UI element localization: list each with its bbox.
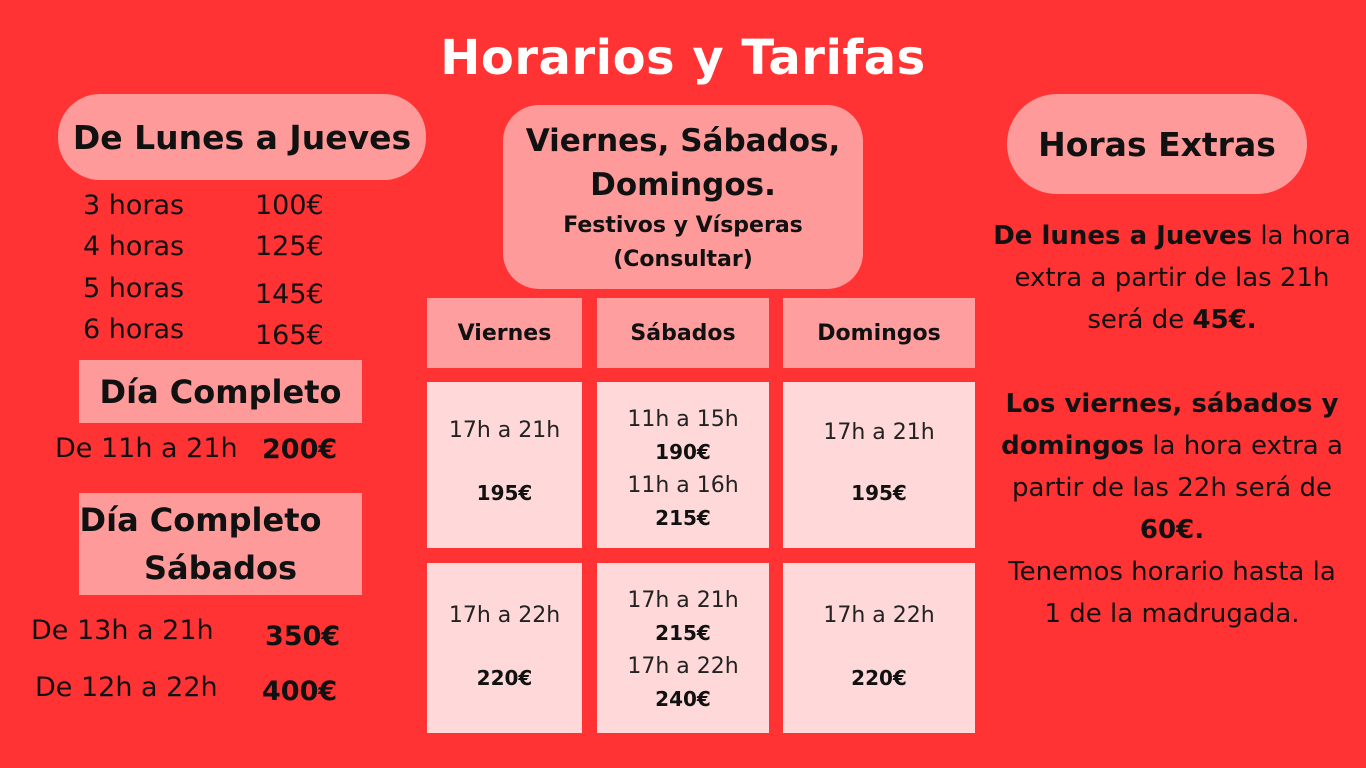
cell-time: 17h a 21h — [448, 418, 561, 443]
weekend-header — [503, 105, 863, 289]
extra-hours-header: Horas Extras — [1007, 94, 1307, 194]
extra-weekend-line3: partir de las 22h será de — [1012, 473, 1332, 503]
rate-price: 165€ — [255, 320, 324, 351]
cell-time: 17h a 21h — [627, 588, 739, 613]
extra-hours-weekday-text — [990, 215, 1354, 341]
saturday-range: De 12h a 22h — [35, 672, 218, 703]
cell-time: 17h a 22h — [448, 603, 561, 628]
cell-time: 11h a 16h — [627, 473, 739, 498]
cell-time: 17h a 22h — [627, 654, 739, 679]
weekend-header-sub1: Festivos y Vísperas — [563, 213, 803, 238]
cell-price: 215€ — [655, 506, 711, 530]
rate-price: 100€ — [255, 190, 324, 221]
cell-sabados-row2 — [597, 563, 769, 733]
page-title: Horarios y Tarifas — [440, 30, 926, 86]
extra-weekday-line2: extra a partir de las 21h — [1014, 263, 1330, 293]
column-header-sabados: Sábados — [597, 298, 769, 368]
saturday-price: 350€ — [265, 621, 341, 652]
extra-weekend-rest: la hora extra a — [1144, 431, 1343, 461]
weekend-header-sub2: (Consultar) — [613, 247, 753, 272]
extra-hours-weekend-text — [990, 383, 1354, 635]
full-day-saturday-header — [79, 493, 362, 595]
full-day-header: Día Completo — [79, 360, 362, 423]
weekday-header: De Lunes a Jueves — [58, 94, 426, 180]
cell-price: 190€ — [655, 440, 711, 464]
full-day-saturday-line2: Sábados — [143, 549, 298, 587]
cell-price: 240€ — [655, 687, 711, 711]
cell-time: 17h a 21h — [823, 420, 935, 445]
rate-price: 145€ — [255, 279, 324, 310]
cell-time: 17h a 22h — [823, 603, 935, 628]
extra-weekday-rest: la hora — [1252, 221, 1351, 251]
cell-domingos-row1 — [783, 382, 975, 548]
weekend-header-line1: Viernes, Sábados, — [525, 123, 841, 159]
cell-price: 220€ — [476, 666, 533, 690]
cell-sabados-row1 — [597, 382, 769, 548]
cell-price: 215€ — [655, 621, 711, 645]
cell-price: 220€ — [851, 666, 907, 690]
cell-price: 195€ — [476, 481, 533, 505]
extra-weekend-price: 60€. — [1139, 515, 1205, 545]
cell-price: 195€ — [851, 481, 907, 505]
column-header-domingos: Domingos — [783, 298, 975, 368]
rate-hours: 5 horas — [83, 273, 185, 304]
saturday-range: De 13h a 21h — [31, 615, 214, 646]
full-day-range: De 11h a 21h — [55, 433, 238, 464]
full-day-price: 200€ — [262, 434, 338, 465]
rate-hours: 4 horas — [83, 231, 185, 262]
full-day-saturday-line1: Día Completo — [79, 501, 322, 539]
extra-weekend-bold2: domingos — [1001, 431, 1145, 461]
closing-time-line2: 1 de la madrugada. — [1044, 599, 1300, 629]
extra-weekday-line3: será de — [1087, 305, 1193, 335]
cell-domingos-row2 — [783, 563, 975, 733]
extra-weekday-price: 45€. — [1192, 305, 1257, 335]
cell-viernes-row1 — [427, 382, 582, 548]
cell-time: 11h a 15h — [627, 407, 739, 432]
rate-price: 125€ — [255, 231, 324, 262]
closing-time-line1: Tenemos horario hasta la — [1008, 557, 1336, 587]
column-header-viernes: Viernes — [427, 298, 582, 368]
rate-hours: 6 horas — [83, 314, 185, 345]
cell-viernes-row2 — [427, 563, 582, 733]
extra-weekday-bold: De lunes a Jueves — [993, 221, 1253, 251]
saturday-price: 400€ — [262, 676, 338, 707]
rate-hours: 3 horas — [83, 190, 185, 221]
weekend-header-line2: Domingos. — [590, 167, 776, 203]
extra-weekend-bold1: Los viernes, sábados y — [1005, 389, 1339, 419]
